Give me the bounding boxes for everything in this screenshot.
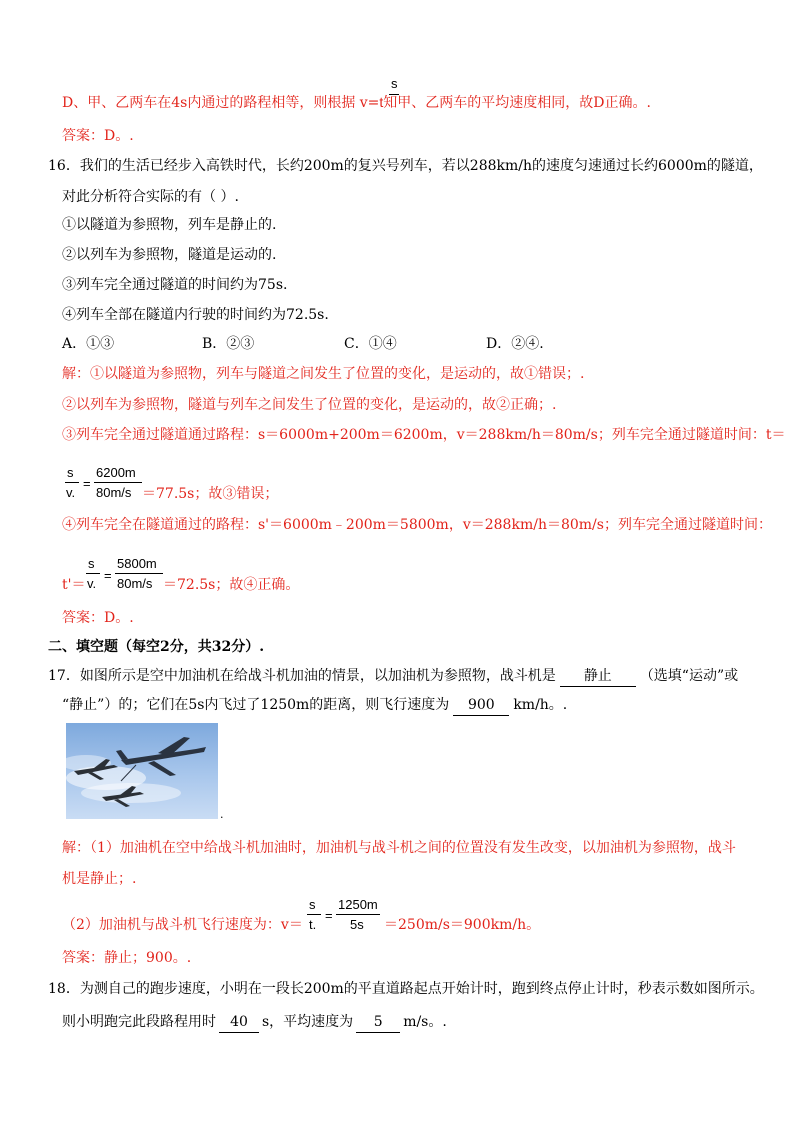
q16-solution-2: ②以列车为参照物，隧道与列车之间发生了位置的变化，是运动的，故②正确；. [62, 397, 557, 413]
fraction-numerator: 1250m [338, 897, 378, 912]
q16-option-c: C．①④ [344, 336, 397, 352]
aircraft-icon [66, 723, 218, 819]
q16-stem-line-1: 16．我们的生活已经步入高铁时代，长约200m的复兴号列车，若以288km/h的速度匀速通过长约6000m的隧道， [48, 158, 763, 174]
fraction-equals: = [104, 568, 112, 583]
q16-statement-1: ①以隧道为参照物，列车是静止的. [62, 217, 277, 233]
q16-answer: 答案：D。. [62, 610, 134, 626]
q17-solution-3-text: （2）加油机与战斗机飞行速度为：v＝ [62, 917, 303, 933]
fraction-equals: = [325, 908, 333, 923]
q18-blank-1: 40 [219, 1012, 259, 1033]
q17-text-3: “静止”）的；它们在5s内飞过了1250m的距离，则飞行速度为 [62, 697, 450, 713]
q17-blank-2: 900 [453, 695, 509, 716]
fraction-equals: = [83, 476, 91, 491]
q17-answer: 答案：静止；900。. [62, 950, 192, 966]
section-title: 二、填空题（每空2分，共32分）. [48, 639, 265, 655]
q17-line-2 [62, 695, 567, 716]
q18-text-3: m/s。. [403, 1014, 447, 1030]
fraction-denominator: 80m/s [117, 576, 153, 591]
fraction-numerator: 6200m [96, 465, 136, 480]
q16-option-a: A．①③ [62, 336, 115, 352]
fraction-numerator: s [67, 465, 74, 480]
q17-solution-3 [62, 915, 303, 935]
image-caption: . [220, 808, 224, 821]
q18-text-1: 则小明跑完此段路程用时 [62, 1014, 216, 1030]
q17-blank-1: 静止 [560, 666, 636, 687]
q16-option-d: D．②④. [486, 336, 544, 352]
q15-text-a: D、甲、乙两车在4s内通过的路程相等，则根据 v= [62, 95, 380, 111]
q17-text-4: km/h。. [513, 697, 568, 713]
q16-solution-4-prefix: t'＝ [62, 577, 86, 593]
q17-solution-2: 机是静止；. [62, 871, 137, 887]
fraction-numerator: s [391, 76, 398, 91]
q16-statement-2: ②以列车为参照物，隧道是运动的. [62, 247, 277, 263]
refueling-image [66, 723, 218, 819]
q15-answer: 答案：D。. [62, 128, 134, 144]
q16-statement-3: ③列车完全通过隧道的时间约为75s. [62, 277, 288, 293]
fraction-numerator: 5800m [117, 556, 157, 571]
fraction-numerator: s [309, 897, 316, 912]
q16-solution-1: 解：①以隧道为参照物，列车与隧道之间发生了位置的变化，是运动的，故①错误；. [62, 366, 585, 382]
q18-text-2: s，平均速度为 [262, 1014, 354, 1030]
q16-stem-line-2: 对此分析符合实际的有（ ）. [62, 189, 239, 205]
fraction-denominator: v. [66, 485, 76, 500]
fraction-numerator: s [88, 556, 95, 571]
q16-solution-3: ③列车完全通过隧道通过路程：s＝6000m+200m＝6200m，v＝288km/h＝80m/s；列车完全通过隧道时间：t＝ [62, 427, 786, 443]
fraction-denominator: t. [309, 917, 317, 932]
fraction-denominator: t [379, 94, 384, 110]
q16-solution-4: ④列车完全在隧道通过的路程：s'＝6000m﹣200m＝5800m，v＝288km/h＝80m/s；列车完全通过隧道时间： [62, 517, 772, 533]
q18-blank-2: 5 [356, 1012, 400, 1033]
q17-text-2: （选填“运动”或 [639, 668, 739, 684]
q16-solution-4-result: ＝72.5s；故④正确。 [163, 577, 300, 593]
fraction-denominator: 80m/s [96, 485, 132, 500]
q17-text-1: 17．如图所示是空中加油机在给战斗机加油的情景，以加油机为参照物，战斗机是 [48, 668, 556, 684]
q15-option-d-line [62, 92, 651, 113]
q17-line-1 [48, 666, 738, 687]
q16-statement-4: ④列车全部在隧道内行驶的时间约为72.5s. [62, 307, 329, 323]
fraction-denominator: 5s [350, 917, 364, 932]
q16-option-b: B．②③ [202, 336, 255, 352]
q18-line-1: 18．为测自己的跑步速度，小明在一段长200m的平直道路起点开始计时，跑到终点停止计时，秒表示数如图所示。 [48, 981, 764, 997]
fraction-denominator: v. [87, 576, 97, 591]
q18-line-2 [62, 1012, 447, 1033]
q17-solution-1: 解：（1）加油机在空中给战斗机加油时，加油机与战斗机之间的位置没有发生改变，以加油机为参照物，战斗 [62, 840, 736, 856]
q15-text-b: 知甲、乙两车的平均速度相同，故D正确。. [383, 95, 651, 111]
q16-solution-3-result: ＝77.5s；故③错误； [142, 486, 279, 502]
q17-solution-3-result: ＝250m/s＝900km/h。 [384, 917, 541, 933]
